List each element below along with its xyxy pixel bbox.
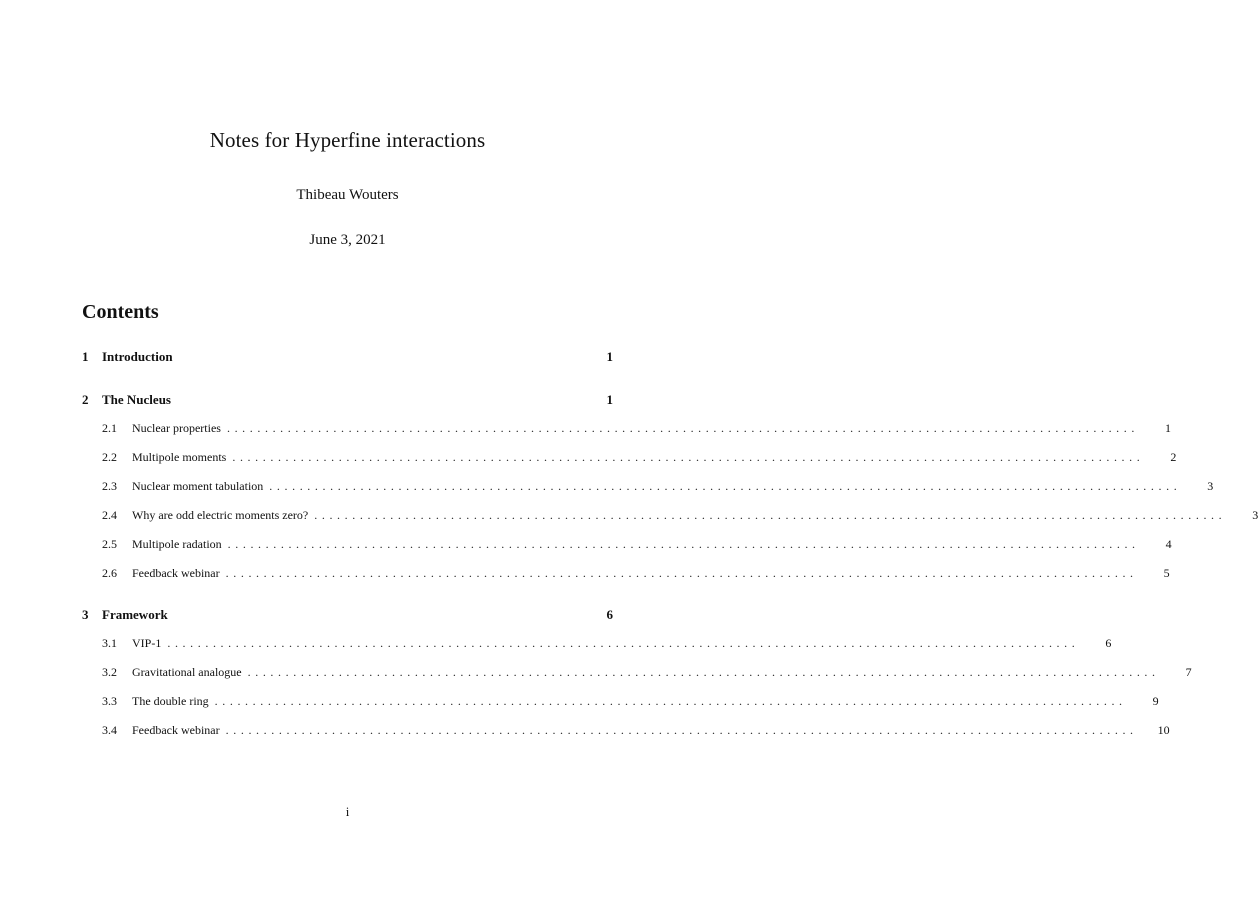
toc-leader-dots: ........................................................................................................................ xyxy=(167,636,1080,650)
toc-section-number: 2 xyxy=(82,392,89,407)
toc-section-title: The Nucleus xyxy=(102,392,171,407)
toc-subsection-page: 5 xyxy=(1163,566,1170,580)
toc-subsection-title: Gravitational analogue xyxy=(132,665,242,679)
toc-subsection-multipole-radation[interactable] xyxy=(102,537,1172,555)
toc-subsection-title: Why are odd electric moments zero? xyxy=(132,508,309,522)
toc-subsection-multipole-moments[interactable] xyxy=(102,450,1177,468)
document-title: Notes for Hyperfine interactions xyxy=(209,128,486,152)
toc-section-page: 1 xyxy=(606,349,613,364)
toc-subsection-double-ring[interactable] xyxy=(102,694,1159,712)
toc-subsection-title: Feedback webinar xyxy=(132,566,220,580)
toc-subsection-nuclear-properties[interactable] xyxy=(102,421,1171,439)
toc-subsection-feedback-webinar[interactable] xyxy=(102,566,1170,584)
toc-section-framework[interactable] xyxy=(82,607,613,625)
toc-section-the-nucleus[interactable] xyxy=(82,392,613,410)
toc-subsection-vip-1[interactable] xyxy=(102,636,1112,654)
toc-section-page: 1 xyxy=(606,392,613,407)
toc-subsection-title: Feedback webinar xyxy=(132,723,220,737)
toc-section-page: 6 xyxy=(606,607,613,622)
toc-subsection-number: 2.5 xyxy=(102,537,117,551)
toc-leader-dots: ........................................................................................................................ xyxy=(247,665,1160,679)
toc-section-title: Framework xyxy=(102,607,168,622)
toc-subsection-number: 3.1 xyxy=(102,636,117,650)
toc-subsection-number: 2.1 xyxy=(102,421,117,435)
toc-leader-dots: ........................................................................................................................ xyxy=(227,537,1140,551)
toc-subsection-title: The double ring xyxy=(132,694,209,708)
toc-subsection-page: 10 xyxy=(1157,723,1170,737)
toc-subsection-title: Nuclear moment tabulation xyxy=(132,479,264,493)
toc-subsection-page: 4 xyxy=(1165,537,1172,551)
page-number: i xyxy=(345,804,350,819)
toc-leader-dots: ........................................................................................................................ xyxy=(232,450,1145,464)
toc-subsection-number: 2.4 xyxy=(102,508,117,522)
toc-subsection-page: 3 xyxy=(1207,479,1214,493)
toc-subsection-gravitational-analogue[interactable] xyxy=(102,665,1192,683)
toc-leader-dots: ........................................................................................................................ xyxy=(225,566,1138,580)
toc-subsection-page: 9 xyxy=(1152,694,1159,708)
toc-subsection-page: 6 xyxy=(1105,636,1112,650)
toc-subsection-feedback-webinar-2[interactable] xyxy=(102,723,1170,741)
toc-subsection-page: 7 xyxy=(1185,665,1192,679)
toc-subsection-page: 2 xyxy=(1170,450,1177,464)
toc-subsection-number: 2.2 xyxy=(102,450,117,464)
toc-section-number: 3 xyxy=(82,607,89,622)
toc-leader-dots: ........................................................................................................................ xyxy=(214,694,1127,708)
document-date: June 3, 2021 xyxy=(309,232,386,248)
toc-section-title: Introduction xyxy=(102,349,173,364)
toc-section-introduction[interactable] xyxy=(82,349,613,367)
toc-subsection-title: VIP-1 xyxy=(132,636,162,650)
contents-heading: Contents xyxy=(82,301,159,323)
toc-subsection-title: Multipole moments xyxy=(132,450,227,464)
toc-subsection-number: 3.4 xyxy=(102,723,117,737)
toc-section-number: 1 xyxy=(82,349,89,364)
toc-subsection-number: 3.2 xyxy=(102,665,117,679)
toc-subsection-number: 2.6 xyxy=(102,566,117,580)
toc-leader-dots: ........................................................................................................................ xyxy=(314,508,1227,522)
toc-subsection-title: Nuclear properties xyxy=(132,421,221,435)
toc-subsection-number: 2.3 xyxy=(102,479,117,493)
toc-subsection-odd-electric-moments[interactable] xyxy=(102,508,1258,526)
toc-leader-dots: ........................................................................................................................ xyxy=(225,723,1138,737)
toc-subsection-title: Multipole radation xyxy=(132,537,222,551)
document-author: Thibeau Wouters xyxy=(296,187,399,203)
toc-leader-dots: ........................................................................................................................ xyxy=(269,479,1182,493)
toc-subsection-page: 1 xyxy=(1164,421,1171,435)
toc-leader-dots: ........................................................................................................................ xyxy=(226,421,1139,435)
toc-subsection-number: 3.3 xyxy=(102,694,117,708)
toc-subsection-nuclear-moment-tabulation[interactable] xyxy=(102,479,1214,497)
toc-subsection-page: 3 xyxy=(1252,508,1258,522)
